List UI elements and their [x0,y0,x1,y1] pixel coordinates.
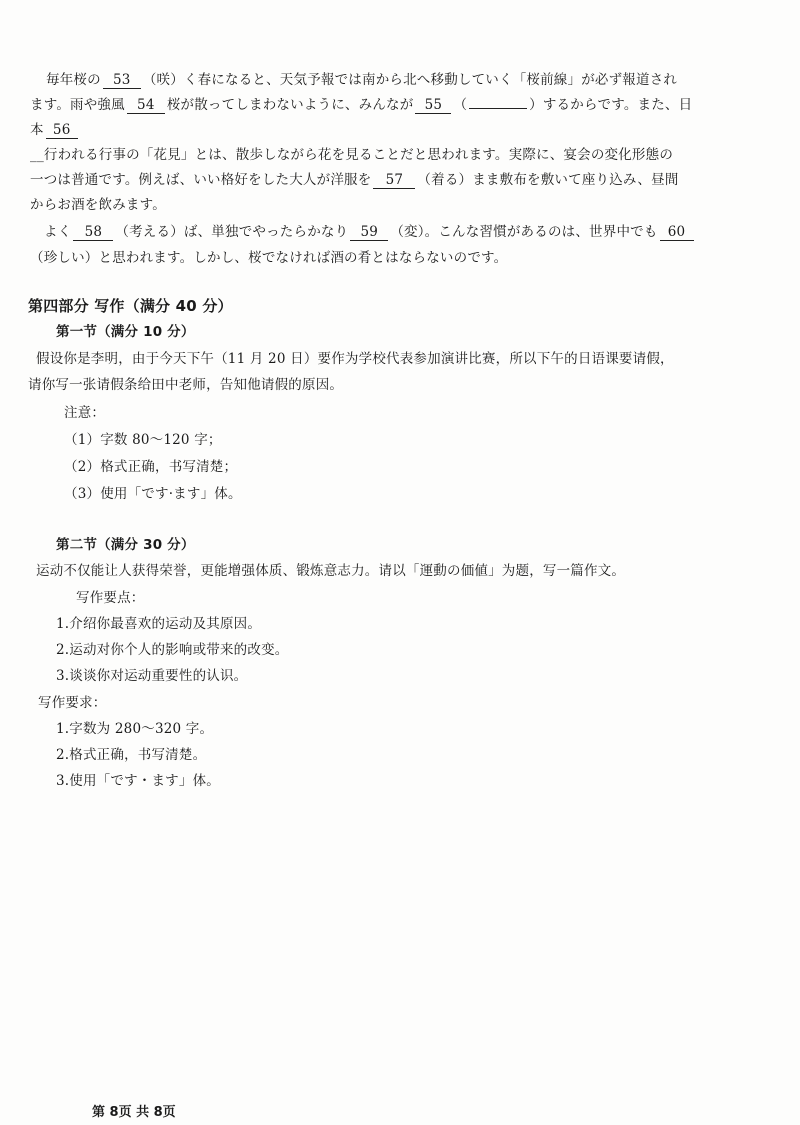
passage-text: 毎年桜の [46,72,101,88]
blank-56[interactable]: 56 [46,122,78,139]
section1-prompt-line-1: 假设你是李明，由于今天下午（11 月 20 日）要作为学校代表参加演讲比赛，所以下午的日语课要请假， [36,351,674,367]
blank-55[interactable]: 55 [415,97,451,114]
page-number: 第 8页 共 8页 [92,1105,176,1120]
part4-title: 第四部分 写作（满分 40 分） [28,297,233,315]
blank-54[interactable]: 54 [127,97,165,114]
passage-line-3 [30,120,80,140]
passage-line-8: （珍しい）と思われます。しかし、桜でなければ酒の肴とはならないのです。 [30,250,508,266]
section1-note-1: （1）字数 80～120 字； [64,432,222,448]
passage-text: 本 [30,122,44,138]
section1-note-label: 注意： [64,405,106,421]
section2-requirements-title: 写作要求： [38,695,107,711]
passage-text: ます。雨や強風 [30,97,125,113]
section2-prompt: 运动不仅能让人获得荣誉，更能增强体质、锻炼意志力。请以「運動の価値」为题，写一篇作文。 [36,563,626,579]
section2-point-2: 2.运动对你个人的影响或带来的改变。 [56,642,289,658]
blank-57[interactable]: 57 [373,172,415,189]
blank-58[interactable]: 58 [73,224,113,241]
passage-text: 桜が散ってしまわないように、みんなが [166,97,414,113]
section1-title: 第一节（满分 10 分） [56,324,195,340]
section1-prompt-line-2: 请你写一张请假条给田中老师，告知他请假的原因。 [28,377,344,393]
passage-line-2 [30,95,692,115]
passage-line-5 [30,170,679,190]
section2-points-title: 写作要点： [76,590,145,606]
section2-point-1: 1.介绍你最喜欢的运动及其原因。 [56,616,262,632]
section2-title: 第二节（满分 30 分） [56,537,195,553]
blank-60[interactable]: 60 [660,224,694,241]
passage-line-1 [46,70,677,90]
blank-55-answer[interactable] [469,108,527,109]
passage-text: ）するからです。また、日 [529,97,693,113]
section1-note-2: （2）格式正确，书写清楚； [64,459,238,475]
passage-line-4: __行われる行事の「花見」とは、散歩しながら花を見ることだと思われます。実際に、宴会の変化形態の [30,147,674,163]
section2-requirement-2: 2.格式正确，书写清楚。 [56,747,207,763]
passage-text: （着る）まま敷布を敷いて座り込み、昼間 [417,172,679,188]
passage-text: （咲）く春になると、天気予報では南から北へ移動していく「桜前線」が必ず報道され [142,72,678,88]
passage-line-6: からお酒を飲みます。 [30,197,166,213]
passage-text: （変）。こんな習慣があるのは、世界中でも [390,224,658,240]
passage-text: よく [44,224,72,240]
passage-line-7 [44,222,696,242]
section2-requirement-3: 3.使用「です・ます」体。 [56,773,220,789]
passage-text: （ [453,97,468,113]
section1-note-3: （3）使用「です·ます」体。 [64,486,242,502]
passage-text: 一つは普通です。例えば、いい格好をした大人が洋服を [30,172,372,188]
blank-59[interactable]: 59 [350,224,388,241]
section2-requirement-1: 1.字数为 280～320 字。 [56,721,214,737]
passage-text: （考える）ば、単独でやったらかなり [115,224,349,240]
section2-point-3: 3.谈谈你对运动重要性的认识。 [56,668,248,684]
blank-53[interactable]: 53 [103,72,141,89]
